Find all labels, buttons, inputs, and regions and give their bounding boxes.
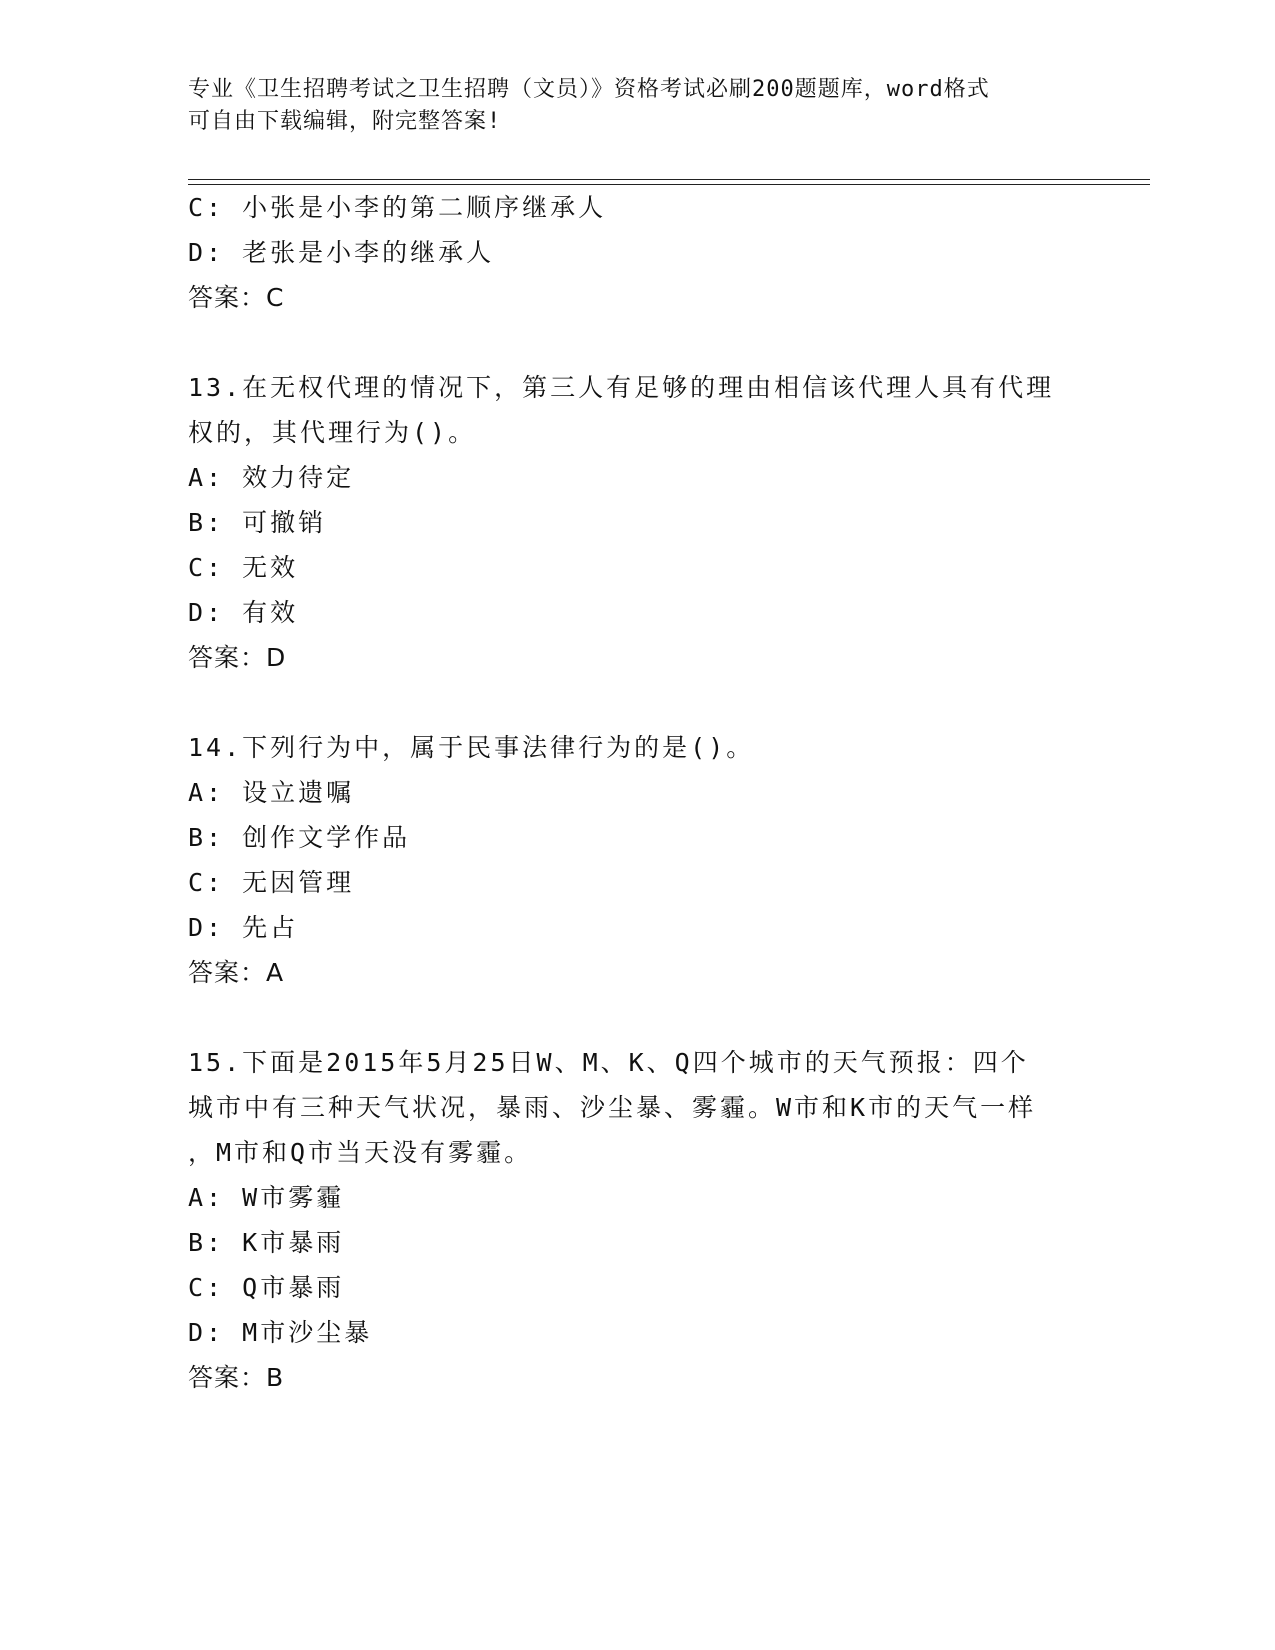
q14-answer: 答案：A — [188, 958, 285, 987]
prev-option-d: D: 老张是小李的继承人 — [188, 238, 495, 267]
q13-option-d: D: 有效 — [188, 598, 299, 627]
prev-option-c: C: 小张是小李的第二顺序继承人 — [188, 193, 607, 222]
document-header — [188, 74, 1068, 138]
q15-option-c: C: Q市暴雨 — [188, 1273, 345, 1302]
q14-stem-line-1: 14.下列行为中，属于民事法律行为的是()。 — [188, 733, 755, 762]
q14-option-b: B: 创作文学作品 — [188, 823, 411, 852]
q15-answer: 答案：B — [188, 1363, 285, 1392]
prev-answer: 答案：C — [188, 283, 285, 312]
q13-option-a: A: 效力待定 — [188, 463, 355, 492]
q14-option-a: A: 设立遗嘱 — [188, 778, 355, 807]
header-divider-bottom — [188, 184, 1150, 185]
q15-option-b: B: K市暴雨 — [188, 1228, 345, 1257]
q14-option-d: D: 先占 — [188, 913, 299, 942]
q13-stem-line-2: 权的，其代理行为()。 — [188, 418, 477, 447]
header-line-1: 专业《卫生招聘考试之卫生招聘（文员）》资格考试必刷200题题库，word格式 — [188, 77, 990, 102]
q15-stem-line-1: 15.下面是2015年5月25日W、M、K、Q四个城市的天气预报：四个 — [188, 1048, 1029, 1077]
q13-answer: 答案：D — [188, 643, 287, 672]
q13-stem-line-1: 13.在无权代理的情况下，第三人有足够的理由相信该代理人具有代理 — [188, 373, 1055, 402]
header-line-2: 可自由下载编辑，附完整答案! — [188, 109, 502, 134]
q15-stem-line-3: ，M市和Q市当天没有雾霾。 — [188, 1138, 533, 1167]
q15-option-d: D: M市沙尘暴 — [188, 1318, 373, 1347]
q14-option-c: C: 无因管理 — [188, 868, 355, 897]
q15-stem-line-2: 城市中有三种天气状况，暴雨、沙尘暴、雾霾。W市和K市的天气一样 — [188, 1093, 1037, 1122]
q13-option-c: C: 无效 — [188, 553, 299, 582]
q13-option-b: B: 可撤销 — [188, 508, 327, 537]
header-divider-top — [188, 179, 1150, 180]
q15-option-a: A: W市雾霾 — [188, 1183, 345, 1212]
